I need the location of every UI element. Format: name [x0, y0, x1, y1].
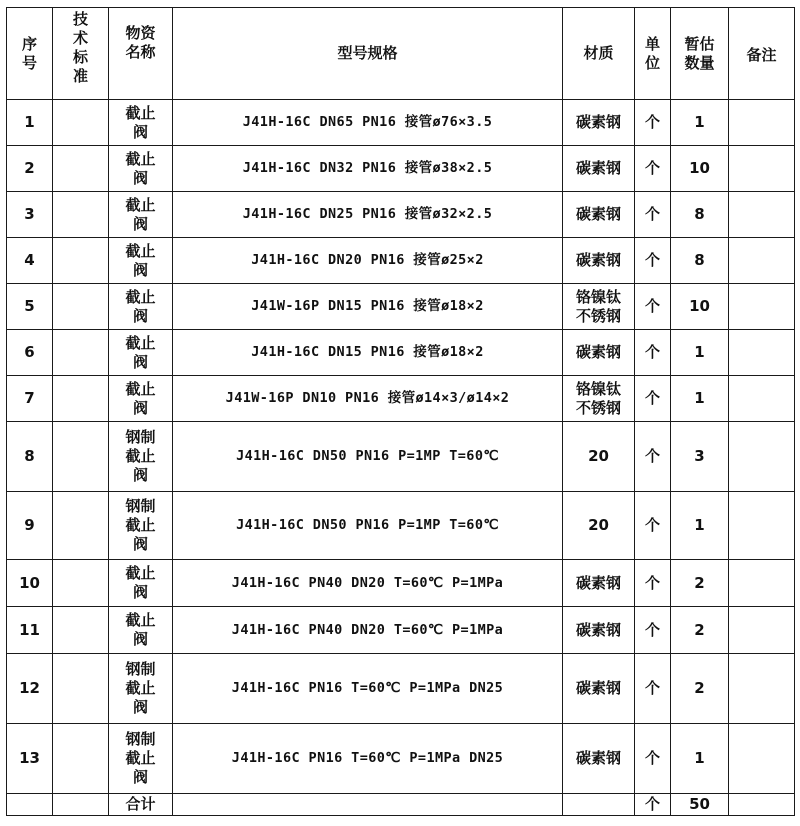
cell-material: 碳素钢: [563, 238, 635, 284]
header-quantity: 暂估 数量: [671, 8, 729, 100]
cell-note: [729, 654, 795, 724]
cell-material-name: 钢制 截止 阀: [109, 492, 173, 560]
table-row: [7, 192, 795, 238]
cell-seq: 7: [7, 376, 53, 422]
cell-material-name: 截止 阀: [109, 238, 173, 284]
cell-quantity: 10: [671, 284, 729, 330]
cell-note: [729, 724, 795, 794]
total-seq: [7, 794, 53, 816]
cell-note: [729, 560, 795, 607]
cell-tech-standard: [53, 422, 109, 492]
cell-material-name: 截止 阀: [109, 284, 173, 330]
cell-quantity: 1: [671, 724, 729, 794]
cell-note: [729, 192, 795, 238]
cell-note: [729, 422, 795, 492]
cell-seq: 11: [7, 607, 53, 654]
cell-spec: J41W-16P DN10 PN16 接管ø14×3/ø14×2: [173, 376, 563, 422]
cell-tech-standard: [53, 492, 109, 560]
cell-spec: J41H-16C DN15 PN16 接管ø18×2: [173, 330, 563, 376]
cell-tech-standard: [53, 560, 109, 607]
cell-tech-standard: [53, 284, 109, 330]
cell-unit: 个: [635, 654, 671, 724]
cell-quantity: 1: [671, 330, 729, 376]
cell-tech-standard: [53, 192, 109, 238]
cell-spec: J41H-16C DN50 PN16 P=1MP T=60℃: [173, 492, 563, 560]
cell-note: [729, 492, 795, 560]
cell-material-name: 截止 阀: [109, 376, 173, 422]
cell-material: 铬镍钛 不锈钢: [563, 376, 635, 422]
cell-note: [729, 607, 795, 654]
cell-unit: 个: [635, 560, 671, 607]
cell-note: [729, 238, 795, 284]
cell-material-name: 钢制 截止 阀: [109, 654, 173, 724]
table-row: [7, 492, 795, 560]
table-row: [7, 724, 795, 794]
cell-quantity: 1: [671, 100, 729, 146]
cell-unit: 个: [635, 192, 671, 238]
cell-material-name: 截止 阀: [109, 560, 173, 607]
cell-unit: 个: [635, 330, 671, 376]
table-row: [7, 654, 795, 724]
header-note: 备注: [729, 8, 795, 100]
cell-quantity: 8: [671, 238, 729, 284]
cell-tech-standard: [53, 724, 109, 794]
total-unit: 个: [635, 794, 671, 816]
cell-material: 碳素钢: [563, 654, 635, 724]
cell-spec: J41H-16C PN16 T=60℃ P=1MPa DN25: [173, 724, 563, 794]
cell-spec: J41H-16C DN32 PN16 接管ø38×2.5: [173, 146, 563, 192]
table-row: [7, 376, 795, 422]
cell-material: 碳素钢: [563, 607, 635, 654]
header-material: 材质: [563, 8, 635, 100]
cell-note: [729, 146, 795, 192]
table-row: [7, 146, 795, 192]
cell-unit: 个: [635, 284, 671, 330]
table-row: [7, 100, 795, 146]
cell-quantity: 8: [671, 192, 729, 238]
cell-unit: 个: [635, 724, 671, 794]
total-quantity: 50: [671, 794, 729, 816]
total-label: 合计: [109, 794, 173, 816]
cell-tech-standard: [53, 238, 109, 284]
header-row: [7, 8, 795, 100]
table-row: [7, 560, 795, 607]
cell-seq: 6: [7, 330, 53, 376]
cell-note: [729, 100, 795, 146]
cell-material-name: 截止 阀: [109, 607, 173, 654]
cell-material: 碳素钢: [563, 192, 635, 238]
cell-material: 铬镍钛 不锈钢: [563, 284, 635, 330]
table-row: [7, 330, 795, 376]
cell-unit: 个: [635, 238, 671, 284]
cell-seq: 12: [7, 654, 53, 724]
header-unit: 单 位: [635, 8, 671, 100]
header-tech-standard: 技 术 标 准: [53, 8, 109, 100]
cell-note: [729, 330, 795, 376]
cell-unit: 个: [635, 376, 671, 422]
cell-seq: 5: [7, 284, 53, 330]
cell-quantity: 1: [671, 376, 729, 422]
cell-seq: 3: [7, 192, 53, 238]
cell-quantity: 1: [671, 492, 729, 560]
cell-spec: J41H-16C PN16 T=60℃ P=1MPa DN25: [173, 654, 563, 724]
cell-unit: 个: [635, 146, 671, 192]
cell-tech-standard: [53, 100, 109, 146]
cell-material-name: 截止 阀: [109, 192, 173, 238]
cell-quantity: 2: [671, 607, 729, 654]
cell-quantity: 2: [671, 654, 729, 724]
cell-material-name: 截止 阀: [109, 330, 173, 376]
cell-spec: J41H-16C PN40 DN20 T=60℃ P=1MPa: [173, 560, 563, 607]
cell-quantity: 10: [671, 146, 729, 192]
cell-material-name: 钢制 截止 阀: [109, 422, 173, 492]
cell-spec: J41W-16P DN15 PN16 接管ø18×2: [173, 284, 563, 330]
cell-material-name: 钢制 截止 阀: [109, 724, 173, 794]
total-note: [729, 794, 795, 816]
cell-spec: J41H-16C PN40 DN20 T=60℃ P=1MPa: [173, 607, 563, 654]
cell-material-name: 截止 阀: [109, 146, 173, 192]
cell-tech-standard: [53, 376, 109, 422]
cell-tech-standard: [53, 146, 109, 192]
header-material-name: 物资 名称: [109, 8, 173, 100]
total-row: [7, 794, 795, 816]
cell-unit: 个: [635, 422, 671, 492]
cell-tech-standard: [53, 607, 109, 654]
cell-material: 碳素钢: [563, 100, 635, 146]
cell-seq: 4: [7, 238, 53, 284]
cell-quantity: 3: [671, 422, 729, 492]
cell-tech-standard: [53, 330, 109, 376]
cell-seq: 13: [7, 724, 53, 794]
cell-seq: 9: [7, 492, 53, 560]
cell-seq: 1: [7, 100, 53, 146]
total-tech-standard: [53, 794, 109, 816]
header-seq: 序 号: [7, 8, 53, 100]
cell-material: 20: [563, 422, 635, 492]
cell-spec: J41H-16C DN25 PN16 接管ø32×2.5: [173, 192, 563, 238]
header-spec: 型号规格: [173, 8, 563, 100]
cell-unit: 个: [635, 492, 671, 560]
cell-spec: J41H-16C DN65 PN16 接管ø76×3.5: [173, 100, 563, 146]
cell-note: [729, 284, 795, 330]
cell-spec: J41H-16C DN50 PN16 P=1MP T=60℃: [173, 422, 563, 492]
cell-material: 碳素钢: [563, 560, 635, 607]
cell-quantity: 2: [671, 560, 729, 607]
cell-seq: 8: [7, 422, 53, 492]
cell-material: 20: [563, 492, 635, 560]
table-row: [7, 607, 795, 654]
table-row: [7, 284, 795, 330]
materials-table: [6, 7, 795, 816]
total-spec: [173, 794, 563, 816]
total-material: [563, 794, 635, 816]
cell-material-name: 截止 阀: [109, 100, 173, 146]
cell-unit: 个: [635, 100, 671, 146]
cell-unit: 个: [635, 607, 671, 654]
cell-spec: J41H-16C DN20 PN16 接管ø25×2: [173, 238, 563, 284]
cell-material: 碳素钢: [563, 330, 635, 376]
cell-seq: 2: [7, 146, 53, 192]
cell-note: [729, 376, 795, 422]
table-row: [7, 422, 795, 492]
cell-material: 碳素钢: [563, 146, 635, 192]
cell-tech-standard: [53, 654, 109, 724]
table-row: [7, 238, 795, 284]
cell-material: 碳素钢: [563, 724, 635, 794]
cell-seq: 10: [7, 560, 53, 607]
